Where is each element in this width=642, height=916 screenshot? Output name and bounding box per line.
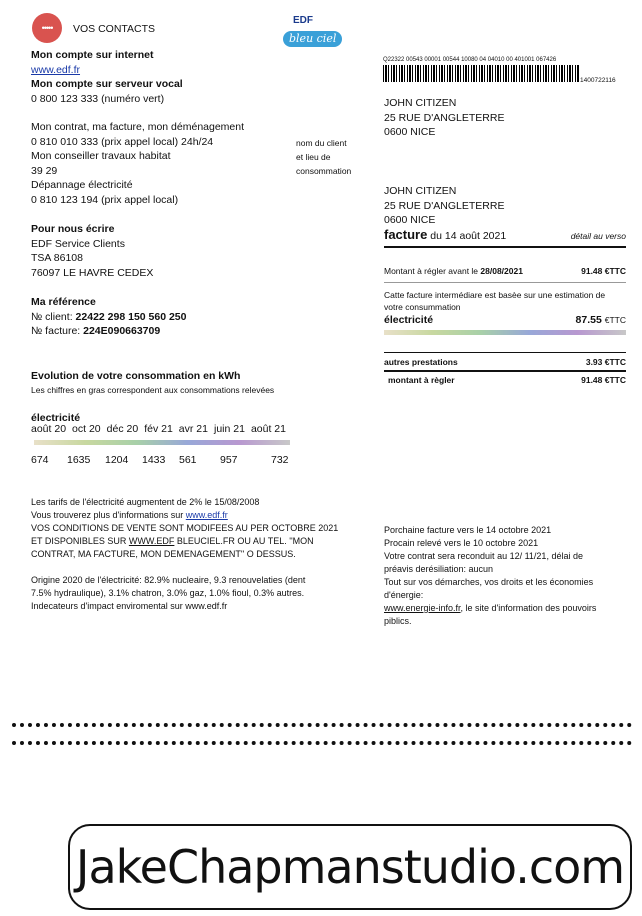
watermark-text: JakeChapmanstudio.com (75, 839, 625, 894)
contacts-logo-icon: ••••• (32, 13, 62, 43)
address-block-2 (384, 184, 504, 228)
consumption-value: 674 (31, 454, 49, 466)
notes-right-line-3: Votre contrat sera reconduit au 12/ 11/21, délai de (384, 551, 583, 561)
consumption-subtitle: Les chiffres en gras correspondent aux consommations relevées (31, 384, 275, 395)
notes-right-line-2: Procain relevé vers le 10 octobre 2021 (384, 538, 539, 548)
estimate-note: Catte facture intermédiare est basèe sur une estimation de votre consummation (384, 289, 606, 312)
consumption-series-label: électricité (31, 411, 81, 424)
notes-left-link-1[interactable]: www.edf.fr (185, 510, 228, 520)
repair-line: Dépannage électricité (31, 179, 133, 191)
other-label: autres prestations (384, 357, 458, 367)
consumption-bar (34, 440, 290, 445)
notes-left-line-4c: BLEUCIEL.FR OU AU TEL. ''MON (174, 536, 314, 546)
internet-link[interactable]: www.edf.fr (31, 63, 81, 76)
side-note (296, 136, 376, 178)
invoice-date: du 14 août 2021 (430, 230, 507, 242)
side-note-line-1: nom du client (296, 138, 347, 148)
barcode-number: Q22322 00543 00001 00544 10080 04 04010 00 401001 067426 (383, 57, 557, 63)
write-block (31, 222, 291, 280)
consumption-title: Evolution de votre consommation en kWh (31, 370, 241, 382)
elec-unit: €TTC (604, 314, 626, 325)
client-value: 22422 298 150 560 250 (75, 310, 187, 323)
consumption-month: fév 21 (144, 423, 173, 435)
consumption-month: déc 20 (106, 423, 139, 435)
total-label: montant à règler (388, 375, 455, 385)
consumption-value: 732 (271, 454, 289, 466)
notes-right-link[interactable]: www.energie-info.fr (384, 603, 461, 613)
other-amount: 3.93 €TTC (585, 357, 626, 367)
consumption-value: 1433 (142, 454, 166, 466)
notes-right-line-5: Tout sur vos démarches, vos droits et les économies (384, 577, 594, 587)
client-label: № client: (31, 310, 73, 323)
due-date: 28/08/2021 (480, 265, 523, 276)
elec-bar (384, 330, 626, 335)
due-label: Montant à régler avant le (384, 265, 479, 276)
total-row (384, 374, 626, 386)
watermark-banner (68, 824, 632, 910)
notes-right-line-7b: , le site d'information des pouvoirs (460, 603, 597, 613)
detail-note: détail au verso (570, 231, 626, 241)
consumption-block (31, 369, 311, 425)
dotted-separator-1 (12, 723, 632, 727)
invoice-value: 224E090663709 (83, 325, 161, 337)
consumption-value: 957 (220, 454, 238, 466)
invoice-label: № facture: (31, 325, 81, 337)
invoice-title: facture (384, 227, 428, 242)
side-note-line-3: consommation (296, 166, 352, 176)
elec-amount: 87.55 (575, 313, 602, 326)
write-line-2: TSA 86108 (31, 252, 83, 264)
notes-left-line-3: VOS CONDITIONS DE VENTE SONT MODIFEES AU PER OCTOBRE 2021 (31, 523, 339, 533)
notes-left (31, 496, 361, 613)
contacts-block (31, 48, 291, 106)
address-1-name: JOHN CITIZEN (384, 97, 457, 109)
contract-line: Mon contrat, ma facture, mon déménagement (31, 121, 245, 133)
consumption-value: 561 (179, 454, 197, 466)
due-divider (384, 282, 626, 283)
side-note-line-2: et lieu de (296, 152, 331, 162)
address-1-street: 25 RUE D'ANGLETERRE (384, 111, 505, 124)
advisor-number: 39 29 (31, 164, 58, 177)
consumption-value: 1204 (105, 454, 129, 466)
reference-block (31, 295, 291, 339)
notes-left-link-2[interactable]: WWW.EDF (128, 536, 175, 546)
notes-left-line-6: Origine 2020 de l'électricité: 82.9% nucleaire, 9.3 renouvelaties (dent (31, 575, 306, 585)
edf-logo (283, 14, 348, 52)
notes-left-line-5: CONTRAT, MA FACTURE, MON DEMENAGEMENT'' O DESSUS. (31, 549, 296, 559)
phone-block (31, 120, 291, 207)
notes-left-line-4a: ET DISPONIBLES SUR (31, 536, 129, 546)
write-title: Pour nous écrire (31, 223, 115, 235)
total-rule (384, 370, 626, 372)
consumption-month: juin 21 (213, 423, 245, 435)
consumption-values (31, 453, 291, 469)
barcode-icon (383, 65, 580, 82)
notes-right-line-8: piblics. (384, 616, 412, 626)
bleu-ciel-badge: bleu ciel (283, 31, 342, 48)
due-amount: 91.48 €TTC (581, 265, 626, 276)
notes-left-line-8: Indecateurs d'impact enviromental sur www.edf.fr (31, 601, 228, 611)
barcode-side-number: 1400722116 (580, 77, 616, 84)
consumption-month: août 20 (31, 423, 67, 435)
internet-title: Mon compte sur internet (31, 49, 154, 61)
write-line-1: EDF Service Clients (31, 237, 125, 250)
consumption-month: oct 20 (72, 423, 101, 435)
write-line-3: 76097 LE HAVRE CEDEX (31, 266, 154, 279)
other-rule (384, 352, 626, 353)
due-row (384, 265, 626, 277)
invoice-rule (384, 246, 626, 248)
edf-label: EDF (293, 15, 313, 26)
consumption-month: août 21 (250, 423, 286, 435)
address-2-street: 25 RUE D'ANGLETERRE (384, 199, 505, 212)
voice-title: Mon compte sur serveur vocal (31, 78, 183, 90)
dotted-separator-2 (12, 741, 632, 745)
consumption-months (31, 422, 291, 437)
notes-right-line-4: préavis derésiliation: aucun (384, 564, 494, 574)
advisor-line: Mon conseiller travaux habitat (31, 150, 171, 162)
notes-right (384, 524, 634, 628)
contract-number: 0 810 010 333 (prix appel local) 24h/24 (31, 135, 214, 148)
notes-left-line-1: Les tarifs de l'électricité augmentent de 2% le 15/08/2008 (31, 497, 260, 507)
notes-right-line-1: Porchaine facture vers le 14 octobre 2021 (384, 525, 552, 535)
repair-number: 0 810 123 194 (prix appel local) (31, 193, 179, 206)
invoice-panel (384, 228, 626, 386)
address-block-1 (384, 96, 504, 140)
elec-label: électricité (384, 313, 434, 326)
other-row (384, 356, 626, 368)
address-1-city: 0600 NICE (384, 126, 436, 138)
voice-number: 0 800 123 333 (numéro vert) (31, 92, 165, 105)
notes-left-line-2a: Vous trouverez plus d'informations sur (31, 510, 186, 520)
reference-title: Ma référence (31, 296, 96, 308)
notes-left-line-7: 7.5% hydraulique), 3.1% chatron, 3.0% gaz, 1.0% fioul, 0.3% autres. (31, 588, 305, 598)
total-amount: 91.48 €TTC (581, 375, 626, 385)
consumption-value: 1635 (67, 454, 91, 466)
address-2-name: JOHN CITIZEN (384, 185, 457, 197)
consumption-month: avr 21 (178, 423, 208, 435)
notes-right-line-6: d'énergie: (384, 590, 424, 600)
contacts-title: VOS CONTACTS (73, 23, 156, 35)
address-2-city: 0600 NICE (384, 214, 436, 226)
